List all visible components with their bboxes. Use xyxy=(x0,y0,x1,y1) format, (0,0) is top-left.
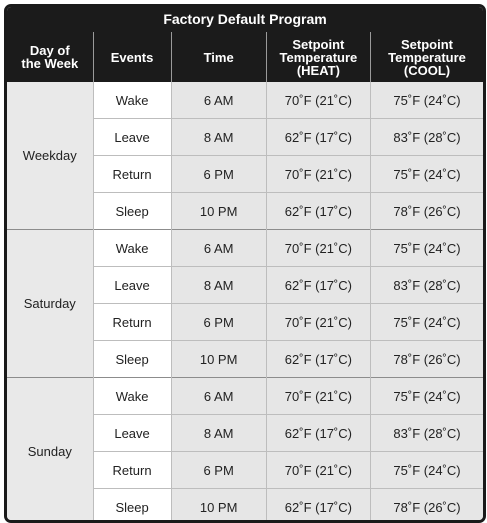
event-cell: Leave xyxy=(93,267,171,304)
heat-setpoint-cell: 70˚F (21˚C) xyxy=(266,82,370,119)
table-body xyxy=(7,82,483,523)
heat-setpoint-cell: 62˚F (17˚C) xyxy=(266,193,370,230)
header-cool-line-3: (COOL) xyxy=(403,62,451,78)
cool-setpoint-cell: 83˚F (28˚C) xyxy=(371,415,483,452)
time-cell: 10 PM xyxy=(171,489,266,523)
cool-setpoint-cell: 75˚F (24˚C) xyxy=(371,82,483,119)
event-cell: Wake xyxy=(93,378,171,415)
heat-setpoint-cell: 62˚F (17˚C) xyxy=(266,119,370,156)
time-cell: 10 PM xyxy=(171,193,266,230)
header-day-line-1: Day of xyxy=(29,43,70,58)
cool-setpoint-cell: 83˚F (28˚C) xyxy=(371,267,483,304)
table-row xyxy=(7,378,483,415)
cool-setpoint-cell: 83˚F (28˚C) xyxy=(371,119,483,156)
heat-setpoint-cell: 70˚F (21˚C) xyxy=(266,156,370,193)
header-time: Time xyxy=(171,32,266,82)
table-row xyxy=(7,230,483,267)
cool-setpoint-cell: 75˚F (24˚C) xyxy=(371,156,483,193)
header-row xyxy=(7,32,483,82)
time-cell: 6 AM xyxy=(171,230,266,267)
cool-setpoint-cell: 78˚F (26˚C) xyxy=(371,341,483,378)
header-day-line-2: the Week xyxy=(21,56,79,71)
time-cell: 8 AM xyxy=(171,119,266,156)
event-cell: Wake xyxy=(93,82,171,119)
cool-setpoint-cell: 78˚F (26˚C) xyxy=(371,193,483,230)
event-cell: Return xyxy=(93,156,171,193)
event-cell: Sleep xyxy=(93,489,171,523)
heat-setpoint-cell: 62˚F (17˚C) xyxy=(266,267,370,304)
time-cell: 6 AM xyxy=(171,82,266,119)
time-cell: 10 PM xyxy=(171,341,266,378)
header-heat xyxy=(266,32,370,82)
cool-setpoint-cell: 75˚F (24˚C) xyxy=(371,304,483,341)
heat-setpoint-cell: 70˚F (21˚C) xyxy=(266,230,370,267)
time-cell: 6 PM xyxy=(171,156,266,193)
header-heat-line-3: (HEAT) xyxy=(296,62,340,78)
header-cool-line-2: Temperature xyxy=(388,49,466,65)
time-cell: 6 PM xyxy=(171,452,266,489)
event-cell: Sleep xyxy=(93,341,171,378)
program-table xyxy=(7,32,483,523)
day-cell: Sunday xyxy=(7,378,93,523)
header-day xyxy=(7,32,93,82)
time-cell: 6 AM xyxy=(171,378,266,415)
table-title: Factory Default Program xyxy=(7,7,483,32)
day-cell: Saturday xyxy=(7,230,93,378)
event-cell: Leave xyxy=(93,415,171,452)
heat-setpoint-cell: 70˚F (21˚C) xyxy=(266,304,370,341)
event-cell: Leave xyxy=(93,119,171,156)
day-cell: Weekday xyxy=(7,82,93,230)
cool-setpoint-cell: 78˚F (26˚C) xyxy=(371,489,483,523)
heat-setpoint-cell: 70˚F (21˚C) xyxy=(266,452,370,489)
event-cell: Sleep xyxy=(93,193,171,230)
event-cell: Wake xyxy=(93,230,171,267)
program-table-frame xyxy=(4,4,486,523)
header-heat-line-2: Temperature xyxy=(279,49,358,65)
cool-setpoint-cell: 75˚F (24˚C) xyxy=(371,452,483,489)
heat-setpoint-cell: 62˚F (17˚C) xyxy=(266,415,370,452)
cool-setpoint-cell: 75˚F (24˚C) xyxy=(371,378,483,415)
cool-setpoint-cell: 75˚F (24˚C) xyxy=(371,230,483,267)
heat-setpoint-cell: 62˚F (17˚C) xyxy=(266,341,370,378)
header-cool xyxy=(371,32,483,82)
header-heat-line-1: Setpoint xyxy=(292,36,345,52)
time-cell: 8 AM xyxy=(171,415,266,452)
event-cell: Return xyxy=(93,304,171,341)
time-cell: 8 AM xyxy=(171,267,266,304)
table-row xyxy=(7,82,483,119)
heat-setpoint-cell: 70˚F (21˚C) xyxy=(266,378,370,415)
heat-setpoint-cell: 62˚F (17˚C) xyxy=(266,489,370,523)
event-cell: Return xyxy=(93,452,171,489)
time-cell: 6 PM xyxy=(171,304,266,341)
header-cool-line-1: Setpoint xyxy=(401,36,454,52)
header-events: Events xyxy=(93,32,171,82)
